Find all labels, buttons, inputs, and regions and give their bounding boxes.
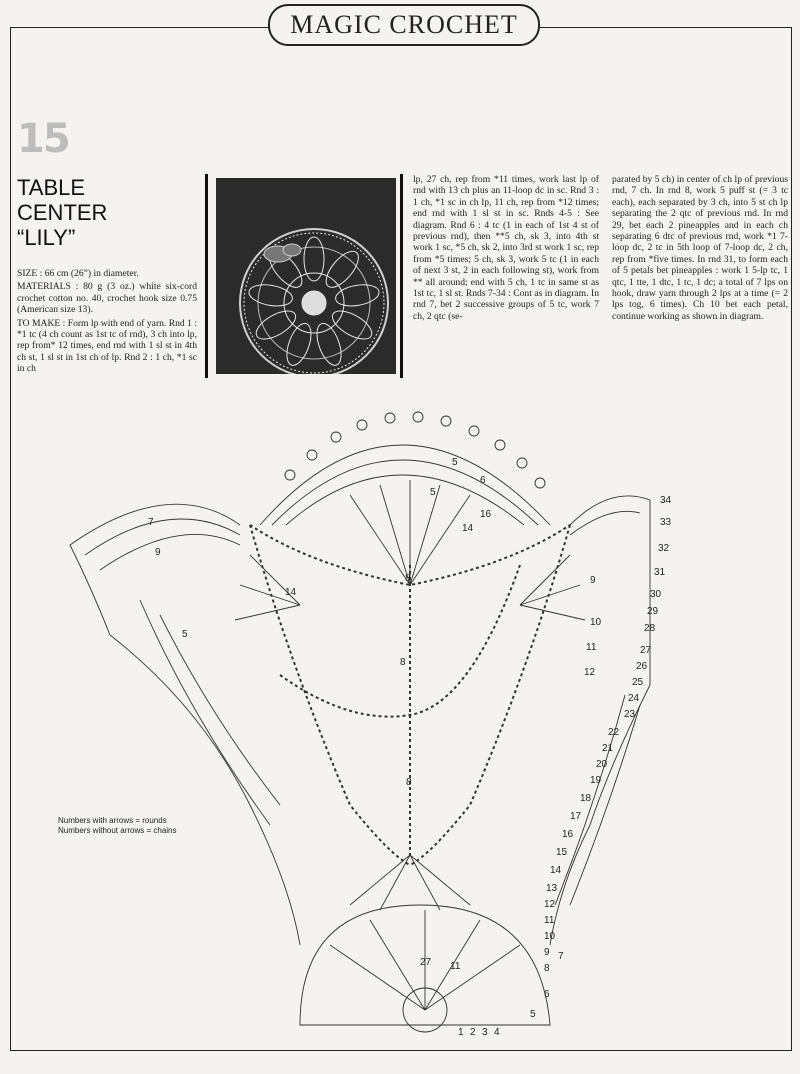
chain-label: 9 (590, 575, 596, 586)
round-label-29: 29 (647, 606, 659, 617)
round-label-4: 4 (494, 1027, 500, 1038)
chain-label: 5 (182, 629, 188, 640)
chain-label: 8 (406, 777, 412, 788)
chain-label: 11 (586, 642, 597, 653)
round-label-30: 30 (650, 589, 662, 600)
chain-arc-right (410, 525, 570, 865)
chain-label: 9 (155, 547, 161, 558)
size-paragraph: SIZE : 66 cm (26”) in diameter. (17, 268, 139, 279)
instructions-column-1 (17, 268, 197, 377)
round-label-25: 25 (632, 677, 644, 688)
round-label-24: 24 (628, 693, 640, 704)
magazine-header-badge (268, 4, 540, 46)
chain-label: 12 (584, 667, 596, 678)
chain-label: 27 (420, 957, 432, 968)
legend-line-chains: Numbers without arrows = chains (58, 826, 177, 835)
round-label-7: 7 (558, 951, 564, 962)
pattern-number: 15 (17, 116, 69, 162)
chain-label: 8 (400, 657, 406, 668)
chain-label: 6 (480, 475, 486, 486)
round-label-16: 16 (562, 829, 574, 840)
chain-label: 11 (450, 961, 461, 972)
chain-label: 14 (285, 587, 297, 598)
instructions-column-2: lp, 27 ch, rep from *11 times, work last lp of rnd with 13 ch plus an 11-loop dc in sc. Rnd 3 : 1 ch, *1 sc in ch lp, 11 ch, rep from *12 times; end rnd with 1 sl st in sc. Rnds 4-5 : See diagram. Rnd 6 : 4 tc (1 in each of 1st 4 st of previous rnd), then **5 ch, sk 3, into 4th st work 1 sc, *5 ch, sk 2, into 3rd st work 1 sc, rep from *5 times; 5 ch, sk 3, work 5 tc (1 in each of next 3 st, 2 in each following st), work from ** all around; end with 5 ch, 1 tc in same st as 1st tc, 1 sl st. Rnds 7-34 : Cont as in diagram. In rnd 7, bet 2 successive groups of 5 tc, work 7 ch, 2 qtc (se- (413, 174, 599, 322)
round-label-26: 26 (636, 661, 648, 672)
round-label-32: 32 (658, 543, 670, 554)
pattern-title (17, 175, 197, 250)
round-label-19: 19 (590, 775, 602, 786)
round-label-9: 9 (544, 947, 550, 958)
round-label-22: 22 (608, 727, 620, 738)
chain-label: 8 (405, 573, 411, 584)
chain-label: 5 (430, 487, 436, 498)
round-label-23: 23 (624, 709, 636, 720)
round-label-5: 5 (530, 1009, 536, 1020)
round-label-2: 2 (470, 1027, 476, 1038)
title-line-3: “LILY” (17, 225, 76, 250)
title-line-1: TABLE (17, 175, 86, 200)
round-label-18: 18 (580, 793, 592, 804)
round-label-20: 20 (596, 759, 608, 770)
legend-line-rounds: Numbers with arrows = rounds (58, 816, 167, 825)
chain-label: 16 (480, 509, 492, 520)
instructions-column-3: parated by 5 ch) in center of ch lp of previous rnd, 7 ch. In rnd 8, work 5 puff st (= 3 tc each), each separated by 3 ch, into 5 st ch lp separating the 2 qtc of previous rnd. In rnd 29, bet each 2 pineapples and in each ch separating 6 dtc of previous rnd, work *1 7-loop dc, 2 tc in 5th loop of 7-loop dc, 2 ch, rep from *five times. In rnd 31, to form each of 5 petals bet pineapples : work 1 5-lp tc, 1 qtc, 1 tte, 1 dtc, 1 tc, 1 dc; a total of 7 lps on hook, draw yarn through 2 lps at a time (= 2 lps tog, 6 times). Ch 10 bet each petal, continue working as shown in diagram. (612, 174, 788, 322)
round-label-3: 3 (482, 1027, 488, 1038)
round-label-17: 17 (570, 811, 582, 822)
round-label-12: 12 (544, 899, 556, 910)
title-line-2: CENTER (17, 200, 108, 225)
round-label-27: 27 (640, 645, 652, 656)
chain-label: 14 (462, 523, 474, 534)
round-label-15: 15 (556, 847, 568, 858)
chain-label: 7 (148, 517, 154, 528)
round-label-33: 33 (660, 517, 672, 528)
round-label-11: 11 (544, 915, 555, 926)
round-label-13: 13 (546, 883, 558, 894)
right-wing (570, 496, 650, 685)
doily-photo-image (216, 178, 396, 374)
round-label-1: 1 (458, 1027, 464, 1038)
round-label-34: 34 (660, 495, 672, 506)
materials-paragraph: MATERIALS : 80 g (3 oz.) white six-cord crochet cotton no. 40, crochet hook size 0.75 (American size 13). (17, 281, 197, 316)
round-label-28: 28 (644, 623, 656, 634)
to-make-paragraph: TO MAKE : Form lp with end of yarn. Rnd 1 : *1 tc (4 ch count as 1st tc of rnd), 3 ch into lp, rep from* 12 times, end rnd with 1 sl st in 4th ch st, 1 sl st in 1st ch of lp. Rnd 2 : 1 ch, *1 sc in ch (17, 317, 197, 375)
top-arc (260, 445, 550, 525)
chain-label: 10 (590, 617, 602, 628)
right-body-outline (550, 685, 650, 945)
magazine-title: MAGIC CROCHET (290, 10, 518, 39)
round-label-10: 10 (544, 931, 556, 942)
round-label-31: 31 (654, 567, 666, 578)
chain-label: 5 (452, 457, 458, 468)
round-label-6: 6 (544, 989, 550, 1000)
round-label-14: 14 (550, 865, 562, 876)
chain-arc-left (250, 525, 410, 865)
left-body-outline (110, 635, 300, 945)
crochet-diagram (50, 385, 730, 1045)
round-label-21: 21 (602, 743, 614, 754)
doily-photo (205, 174, 403, 378)
round-label-8: 8 (544, 963, 550, 974)
